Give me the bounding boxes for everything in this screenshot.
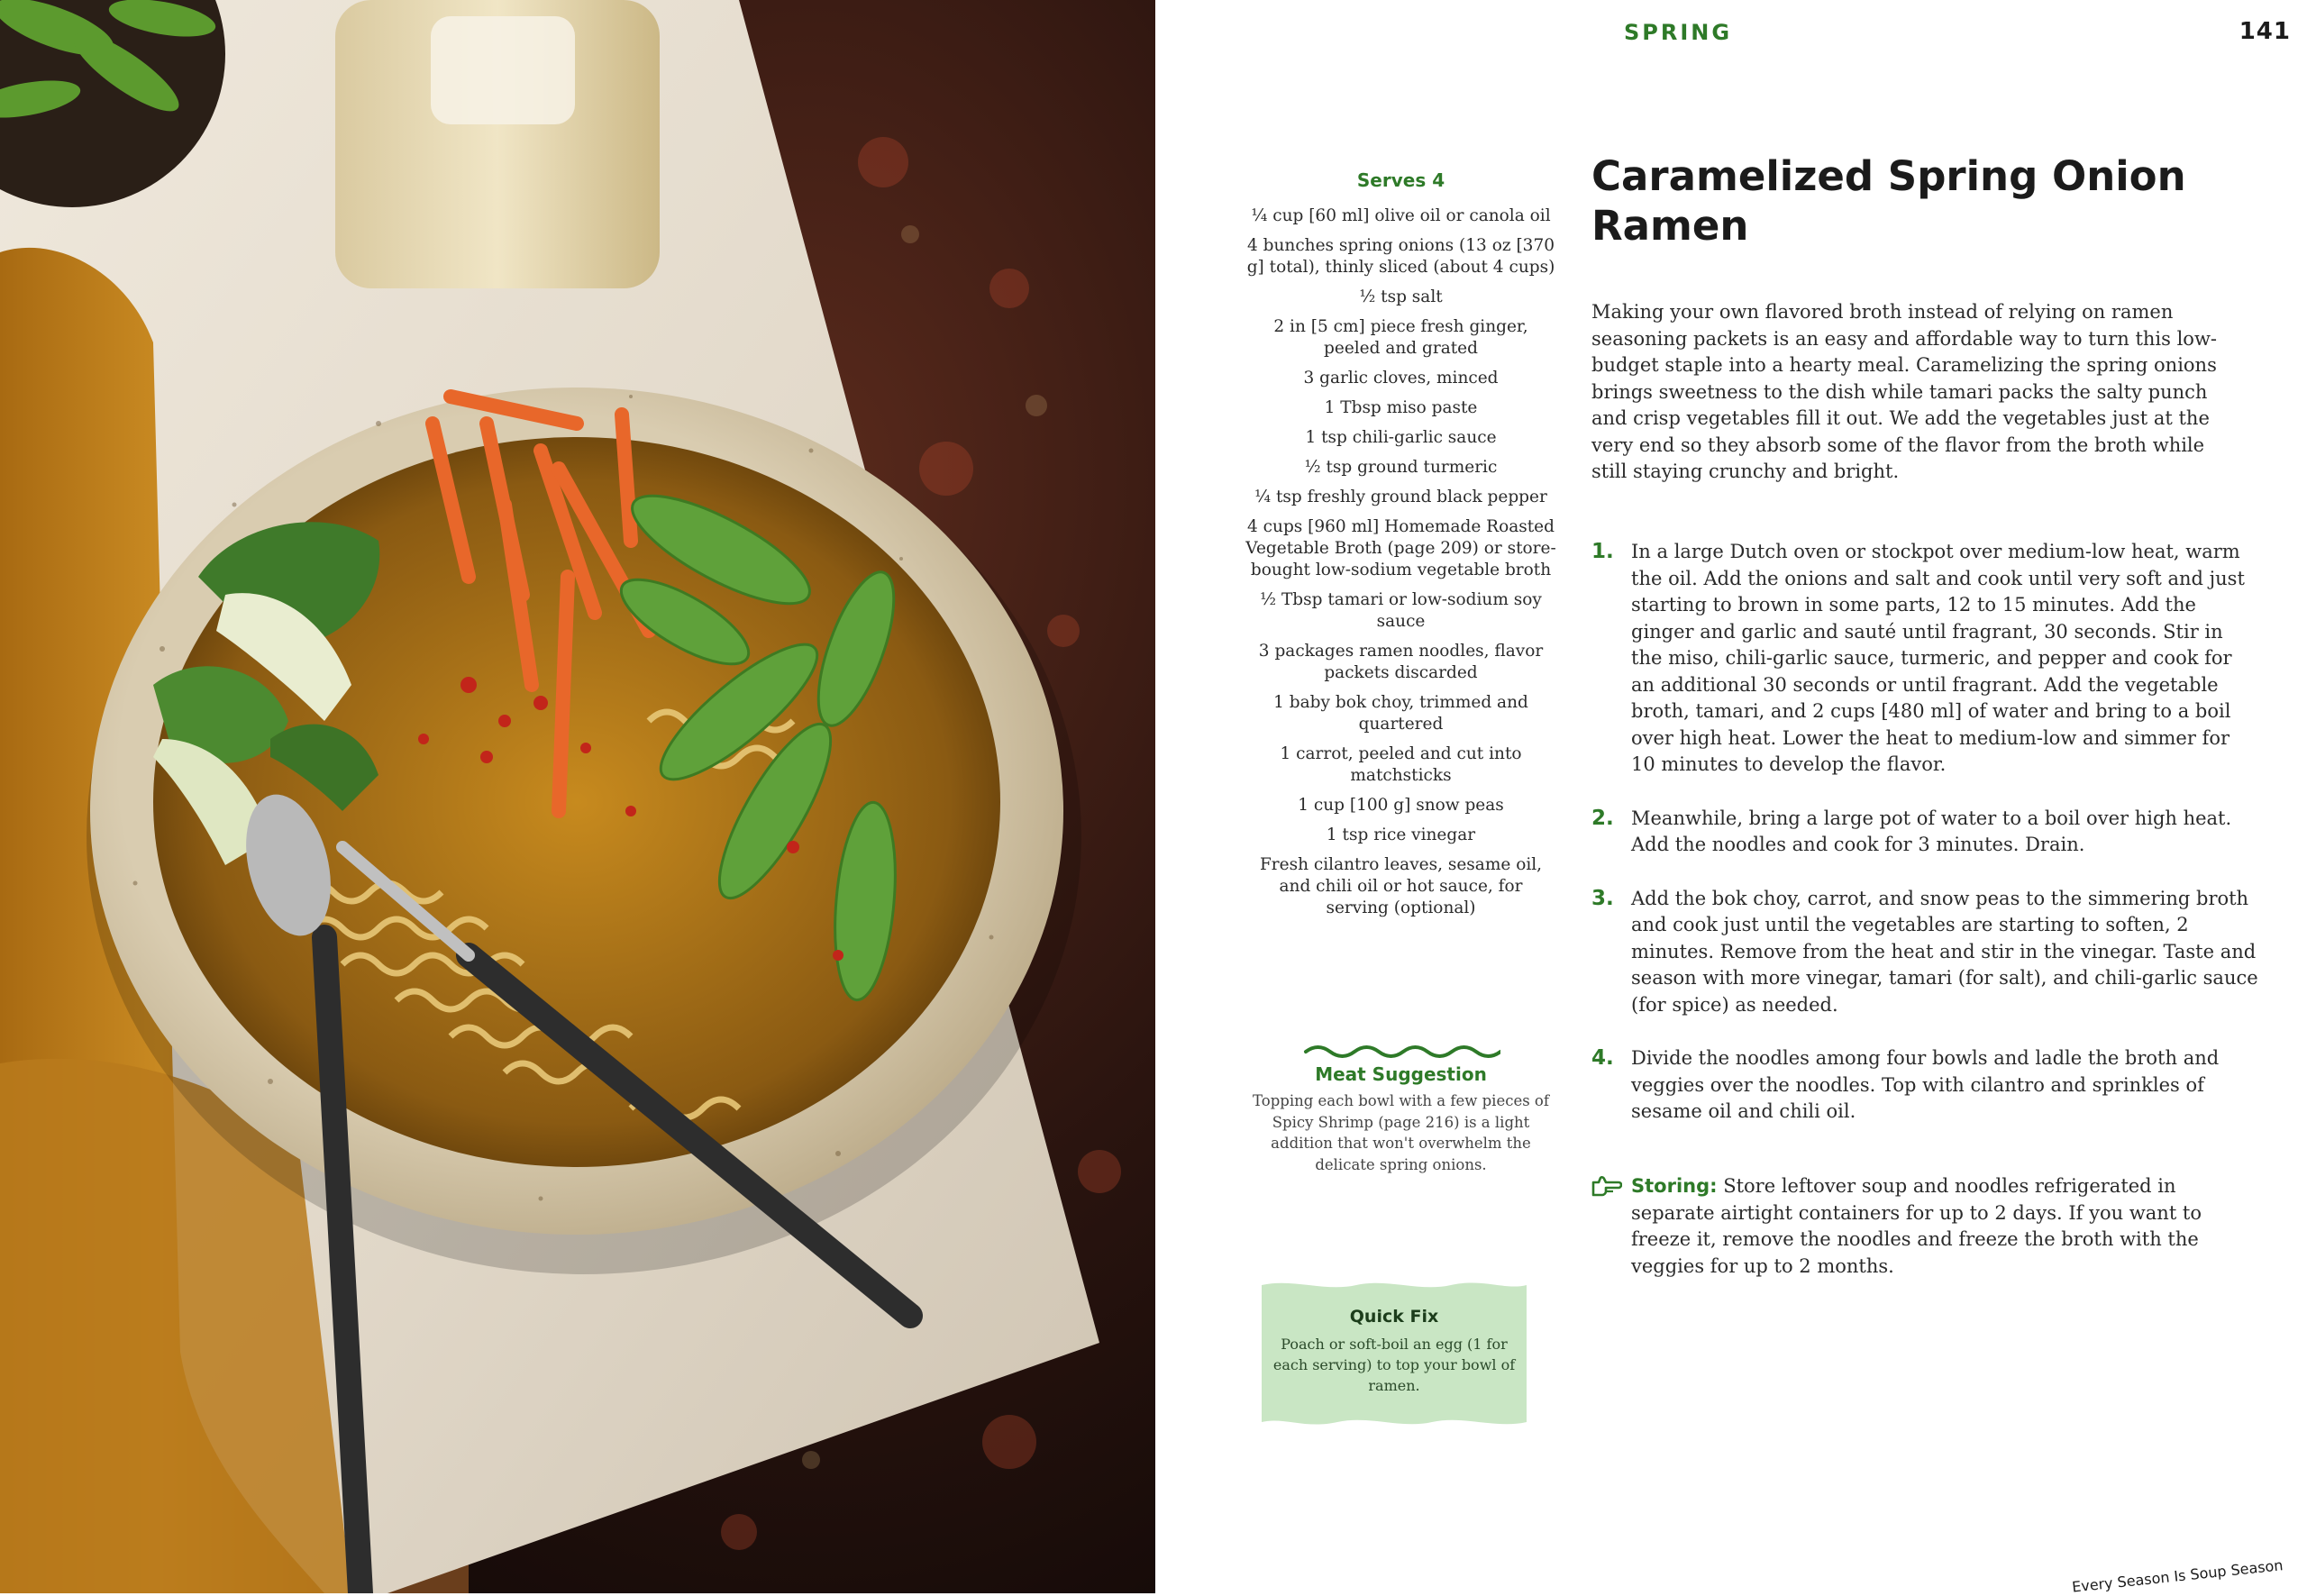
ingredient-item: 4 cups [960 ml] Homemade Roasted Vegetable Broth (page 209) or store-bought low-sodium vegetable broth [1245,517,1556,579]
step-number: 1. [1591,540,1614,563]
section-header: SPRING [1623,20,1733,45]
ingredient-item: 1 baby bok choy, trimmed and quartered [1273,693,1528,734]
ingredient-item: ½ Tbsp tamari or low-sodium soy sauce [1260,590,1542,631]
ingredient-item: Fresh cilantro leaves, sesame oil, and chili oil or hot sauce, for serving (optional) [1259,855,1543,917]
step-number: 4. [1591,1046,1614,1070]
recipe-title: Caramelized Spring Onion Ramen [1591,152,2186,250]
ingredient-item: ¼ tsp freshly ground black pepper [1254,488,1547,506]
quick-fix-title: Quick Fix [1349,1307,1439,1327]
page-number: 141 [2239,18,2291,45]
step-item [1591,886,2258,1019]
recipe-page [1155,0,2307,1596]
ingredient-item: ¼ cup [60 ml] olive oil or canola oil [1251,206,1551,225]
ingredient-item: 1 Tbsp miso paste [1324,398,1478,417]
storing-text: Store leftover soup and noodles refrigerated in separate airtight containers for up to 2 days. If you want to freeze it, remove the noodles and freeze the broth with the veggies for up to 2 months. [1631,1175,2202,1277]
ingredient-item: 1 tsp chili-garlic sauce [1305,428,1497,447]
step-text: Divide the noodles among four bowls and ladle the broth and veggies over the noodles. Top with cilantro and sprinkles of sesame oil and chili oil. [1631,1047,2220,1122]
recipe-intro: Making your own flavored broth instead of relying on ramen seasoning packets is an easy and affordable way to turn this low-budget staple into a hearty meal. Caramelizing the spring onions brings sweetness to the dish while tamari packs the salty punch and crisp vegetables fill it out. We add the vegetables just at the very end so they absorb some of the flavor from the broth while still staying crunchy and bright. [1591,301,2218,482]
ingredient-list [1245,205,1556,919]
storing-label: Storing: [1631,1175,1718,1197]
ingredient-item: 1 tsp rice vinegar [1326,825,1476,844]
pointing-hand-icon [1591,1175,1622,1199]
ingredient-item: 4 bunches spring onions (13 oz [370 g] total), thinly sliced (about 4 cups) [1246,236,1555,277]
step-item [1591,1045,2258,1126]
ingredient-item: 2 in [5 cm] piece fresh ginger, peeled and grated [1273,317,1528,358]
storing-note [1591,1173,2258,1280]
storing-paragraph [1591,1173,2258,1280]
quick-fix-box [1262,1278,1527,1429]
wave-divider-icon [1302,1044,1500,1060]
meat-suggestion-box [1245,1044,1556,1175]
quick-fix-text: Poach or soft-boil an egg (1 for each serving) to top your bowl of ramen. [1272,1336,1516,1394]
step-item [1591,806,2258,859]
ingredient-item: 1 cup [100 g] snow peas [1298,796,1504,815]
ingredient-item: 3 packages ramen noodles, flavor packets discarded [1258,642,1544,682]
ingredient-item: 1 carrot, peeled and cut into matchsticks [1280,744,1522,785]
footer-book-title: Every Season Is Soup Season [2071,1556,2284,1596]
step-text: In a large Dutch oven or stockpot over medium-low heat, warm the oil. Add the onions and salt and cook until very soft and just starting to brown in some parts, 12 to 15 minutes. Add the ginger and garlic and sauté until fragrant, 30 seconds. Stir in the miso, chili-garlic sauce, turmeric, and pepper and cook for an additional 30 seconds or until fragrant. Add the vegetable broth, tamari, and 2 cups [480 ml] of water and bring to a boil over high heat. Lower the heat to medium-low and simmer for 10 minutes to develop the flavor. [1631,541,2245,775]
ramen-photo [0,0,1155,1593]
step-number: 2. [1591,806,1614,830]
meat-suggestion-title: Meat Suggestion [1315,1063,1487,1085]
step-text: Add the bok choy, carrot, and snow peas to the simmering broth and cook just until the vegetables are starting to soften, 2 minutes. Remove from the heat and stir in the vinegar. Taste and season with more vinegar, tamari (for salt), and chili-garlic sauce (for spice) as needed. [1631,887,2258,1016]
meat-suggestion-text: Topping each bowl with a few pieces of Spicy Shrimp (page 216) is a light addition that won't overwhelm the delicate spring onions. [1253,1092,1549,1173]
serves-label: Serves 4 [1356,169,1445,191]
ingredients-column [1245,169,1556,927]
step-list [1591,539,2258,1153]
ingredient-item: ½ tsp salt [1359,287,1443,306]
step-number: 3. [1591,886,1614,910]
step-item [1591,539,2258,779]
ingredient-item: ½ tsp ground turmeric [1304,458,1498,477]
ingredient-item: 3 garlic cloves, minced [1303,369,1499,388]
ramen-photo-illustration [0,0,1155,1593]
step-text: Meanwhile, bring a large pot of water to a boil over high heat. Add the noodles and cook for 3 minutes. Drain. [1631,807,2232,855]
